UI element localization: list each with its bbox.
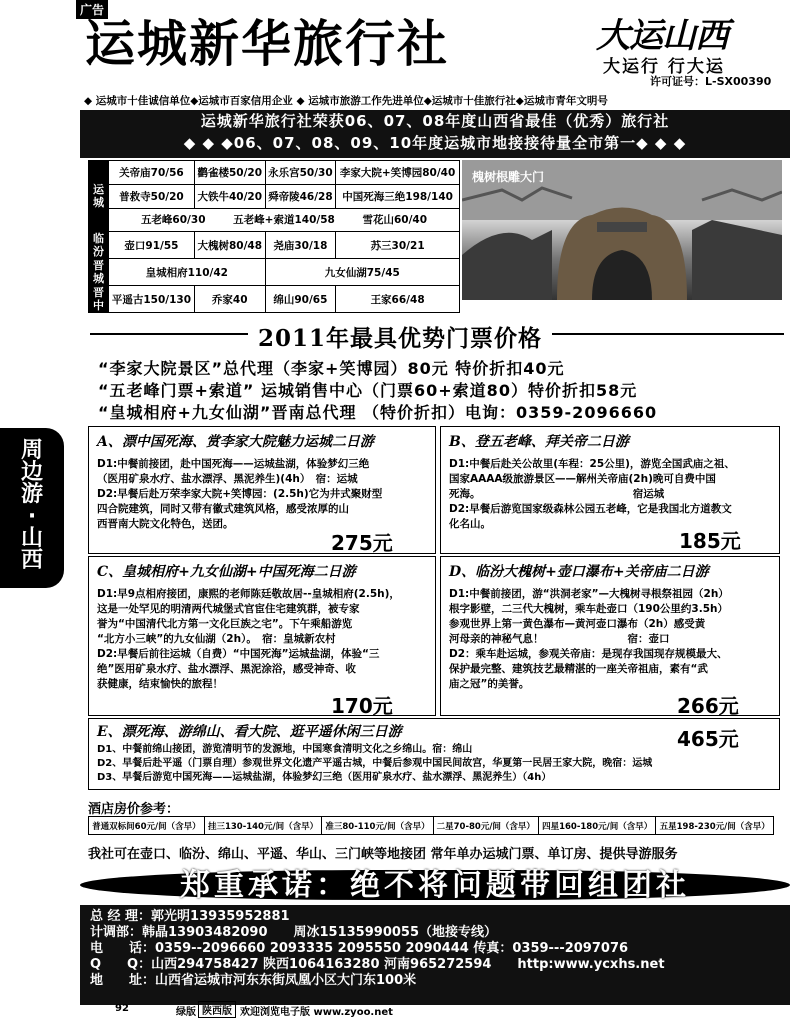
- tour-body: D1、中餐前绵山接团，游览清明节的发源地，中国寒食清明文化之乡绵山。宿：绵山 D2、早餐后赴平遥（门票自理）参观世界文化遗产平遥古城，中餐后参观中国民间故宫，华夏第一民居王家大院，晚宿：运城 D3、早餐后游览中国死海——运城盐湖，体验梦幻三绝（医用矿泉水疗、盐水漂浮、黑泥养生）（4h）: [97, 744, 653, 783]
- table-cell: 王家66/48: [336, 286, 460, 313]
- company-title: 运城新华旅行社: [85, 15, 449, 73]
- side-tab-label: 周边游·山西: [20, 438, 43, 573]
- price-table: [88, 160, 460, 313]
- side-tab: [0, 428, 64, 588]
- ticket-line-3: “皇城相府+九女仙湖”晋南总代理 （特价折扣）电询：0359-2096660: [98, 403, 658, 422]
- browse-link[interactable]: 欢迎浏览电子版 www.zyoo.net: [240, 1007, 393, 1018]
- contact-line: 计调部：韩晶13903482090 周冰15135990055（地接专线）: [90, 925, 497, 940]
- tour-box-b: [440, 426, 780, 554]
- table-cell-group: 五老峰60/30 五老峰+索道140/58 雪花山60/40: [109, 208, 460, 232]
- edition-box: 陕西版: [198, 1001, 236, 1018]
- tour-body: D1:中餐后赴关公故里(车程：25公里)，游览全国武庙之祖、 国家AAAA级旅游景区——解州关帝庙(2h)晚可自费中国 死海。 宿运城 D2:早餐后游览国家级森林公园五老峰，它是我国北方道教文 化名山。: [449, 458, 735, 530]
- tour-title: B、登五老峰、拜关帝二日游: [449, 434, 629, 450]
- ad-tag: 广告: [76, 0, 108, 19]
- tour-body: D1:早9点相府接团，康熙的老师陈廷敬故居--皇城相府(2.5h)， 这是一处罕见的明清两代城堡式官宦住宅建筑群，被专家 誉为“中国清代北方第一文化巨族之宅”。下午乘船游览 “北方小三峡”的九女仙湖（2h）。 宿：皇城新农村 D2:早餐后前往运城（自费）“中国死海”运城盐湖，体验“三 绝”医用矿泉水疗、盐水漂浮、黑泥涂浴，感受神奇、收 获健康，结束愉快的旅程！: [97, 588, 400, 690]
- table-cell: 大铁牛40/20: [194, 184, 265, 208]
- table-cell: 大槐树80/48: [194, 232, 265, 259]
- table-row: [89, 286, 460, 313]
- contact-line: 电 话：0359--2096660 2093335 2095550 2090444 传真：0359---2097076: [90, 941, 629, 956]
- tour-box-e: [88, 718, 780, 790]
- table-cell: 鹳雀楼50/20: [194, 161, 265, 185]
- region-jincheng: 晋城: [89, 259, 109, 286]
- ticket-section-title: 2011年最具优势门票价格: [248, 320, 552, 353]
- hotel-cell: 四星160-180元/间（含早）: [538, 817, 656, 835]
- table-cell: 舜帝陵46/28: [265, 184, 336, 208]
- table-row: [89, 208, 460, 232]
- hotel-cell: 二星70-80元/间（含早）: [433, 817, 538, 835]
- contact-line: 地 址：山西省运城市河东东街凤凰小区大门东100米: [90, 973, 417, 988]
- tour-price: 465元: [677, 727, 739, 751]
- tour-box-d: [440, 556, 780, 716]
- table-cell: 九女仙湖75/45: [265, 259, 459, 286]
- edition-label: 绿版: [176, 1007, 196, 1018]
- table-row: [89, 232, 460, 259]
- tour-box-c: [88, 556, 436, 716]
- table-cell: 苏三30/21: [336, 232, 460, 259]
- table-cell: 绵山90/65: [265, 286, 336, 313]
- table-cell: 普救寺50/20: [109, 184, 195, 208]
- hotel-table: [88, 816, 774, 835]
- contact-line: Q Q：山西294758427 陕西1064163280 河南965272594 http:www.ycxhs.net: [90, 957, 665, 972]
- ticket-line-1: “李家大院景区”总代理（李家+笑博园）80元 特价折扣40元: [98, 359, 565, 378]
- table-row: [89, 161, 460, 185]
- table-row: [89, 184, 460, 208]
- license-number: 许可证号：L-SX00390: [650, 75, 772, 88]
- award-line-1: 运城新华旅行社荣获06、07、08年度山西省最佳（优秀）旅行社: [200, 112, 670, 130]
- award-banner: [80, 110, 790, 158]
- page-number: 92: [115, 1003, 129, 1014]
- table-cell: 平遥古150/130: [109, 286, 195, 313]
- contact-block: [80, 905, 790, 1005]
- region-yuncheng: 运 城: [89, 161, 109, 232]
- hotel-cell: 五星198-230元/间（含早）: [656, 817, 774, 835]
- tour-title: A、漂中国死海、赏李家大院魅力运城二日游: [97, 434, 374, 450]
- table-cell: 皇城相府110/42: [109, 259, 266, 286]
- region-jinzhong: 晋中: [89, 286, 109, 313]
- tour-body: D1:中餐前接团，赴中国死海——运城盐湖，体验梦幻三绝 （医用矿泉水疗、盐水漂浮、黑泥养生)(4h） 宿：运城 D2:早餐后赴万荣李家大院+笑博园：(2.5h)它为井式聚财型 四合院建筑，同时又带有徽式建筑风格，感受浓厚的山 西晋南大院文化特色，送团。: [97, 458, 383, 530]
- hotel-title: 酒店房价参考：: [88, 802, 180, 817]
- table-cell: 永乐宫50/30: [265, 161, 336, 185]
- table-row: [89, 817, 774, 835]
- table-cell: 关帝庙70/56: [109, 161, 195, 185]
- table-cell: 尧庙30/18: [265, 232, 336, 259]
- contact-line: 总 经 理：郭光明13935952881: [90, 909, 290, 924]
- table-cell: 李家大院+笑博园80/40: [336, 161, 460, 185]
- table-cell: 中国死海三绝198/140: [336, 184, 460, 208]
- table-row: [89, 259, 460, 286]
- tour-price: 266元: [677, 694, 739, 716]
- slogan: 大运行 行大运: [603, 57, 725, 77]
- service-line: 我社可在壶口、临汾、绵山、平遥、华山、三门峡等地接团 常年单办运城门票、单订房、提供导游服务: [88, 847, 678, 862]
- footer: [0, 1000, 799, 1017]
- award-line-2: ◆ ◆ ◆06、07、08、09、10年度运城市地接接待量全市第一◆ ◆ ◆: [183, 134, 687, 152]
- ticket-line-2: “五老峰门票+索道” 运城销售中心（门票60+索道80）特价折扣58元: [98, 381, 638, 400]
- brand-script: 大运山西: [596, 16, 728, 56]
- photo-caption: 槐树根雕大门: [472, 170, 545, 184]
- tour-box-a: [88, 426, 436, 554]
- table-cell: 乔家40: [194, 286, 265, 313]
- promise-text: 郑重承诺：绝不将问题带回组团社: [180, 868, 690, 903]
- honors-line: ◆ 运城市十佳诚信单位◆运城市百家信用企业 ◆ 运城市旅游工作先进单位◆运城市十佳旅行社◆运城市青年文明号: [84, 95, 608, 107]
- region-linfen: 临汾: [89, 232, 109, 259]
- tour-title: C、皇城相府+九女仙湖+中国死海二日游: [97, 564, 356, 580]
- tour-title: E、漂死海、游绵山、看大院、逛平遥休闲三日游: [97, 724, 402, 740]
- tour-price: 275元: [331, 531, 393, 554]
- table-cell: 壶口91/55: [109, 232, 195, 259]
- hotel-cell: 普通双标间60元/间（含早）: [89, 817, 205, 835]
- tour-price: 170元: [331, 694, 393, 716]
- hotel-cell: 准三80-110元/间（含早）: [322, 817, 433, 835]
- tour-body: D1:中餐前接团，游“洪洞老家”—大槐树寻根祭祖园（2h） 根字影壁，二三代大槐树，乘车赴壶口（190公里约3.5h） 参观世界上第一黄色瀑布—黄河壶口瀑布（2h）感受黄 河母亲的神秘气息！ 宿：壶口 D2：乘车赴运城，参观关帝庙：是现存我国现存规模最大、 保护最完整、建筑技艺最精湛的一座关帝祖庙，素有“武 庙之冠”的美誉。: [449, 588, 729, 690]
- tour-price: 185元: [679, 529, 741, 553]
- hotel-cell: 挂三130-140元/间（含早）: [204, 817, 322, 835]
- tour-title: D、临汾大槐树+壶口瀑布+关帝庙二日游: [449, 564, 709, 580]
- gate-photo: [462, 160, 782, 300]
